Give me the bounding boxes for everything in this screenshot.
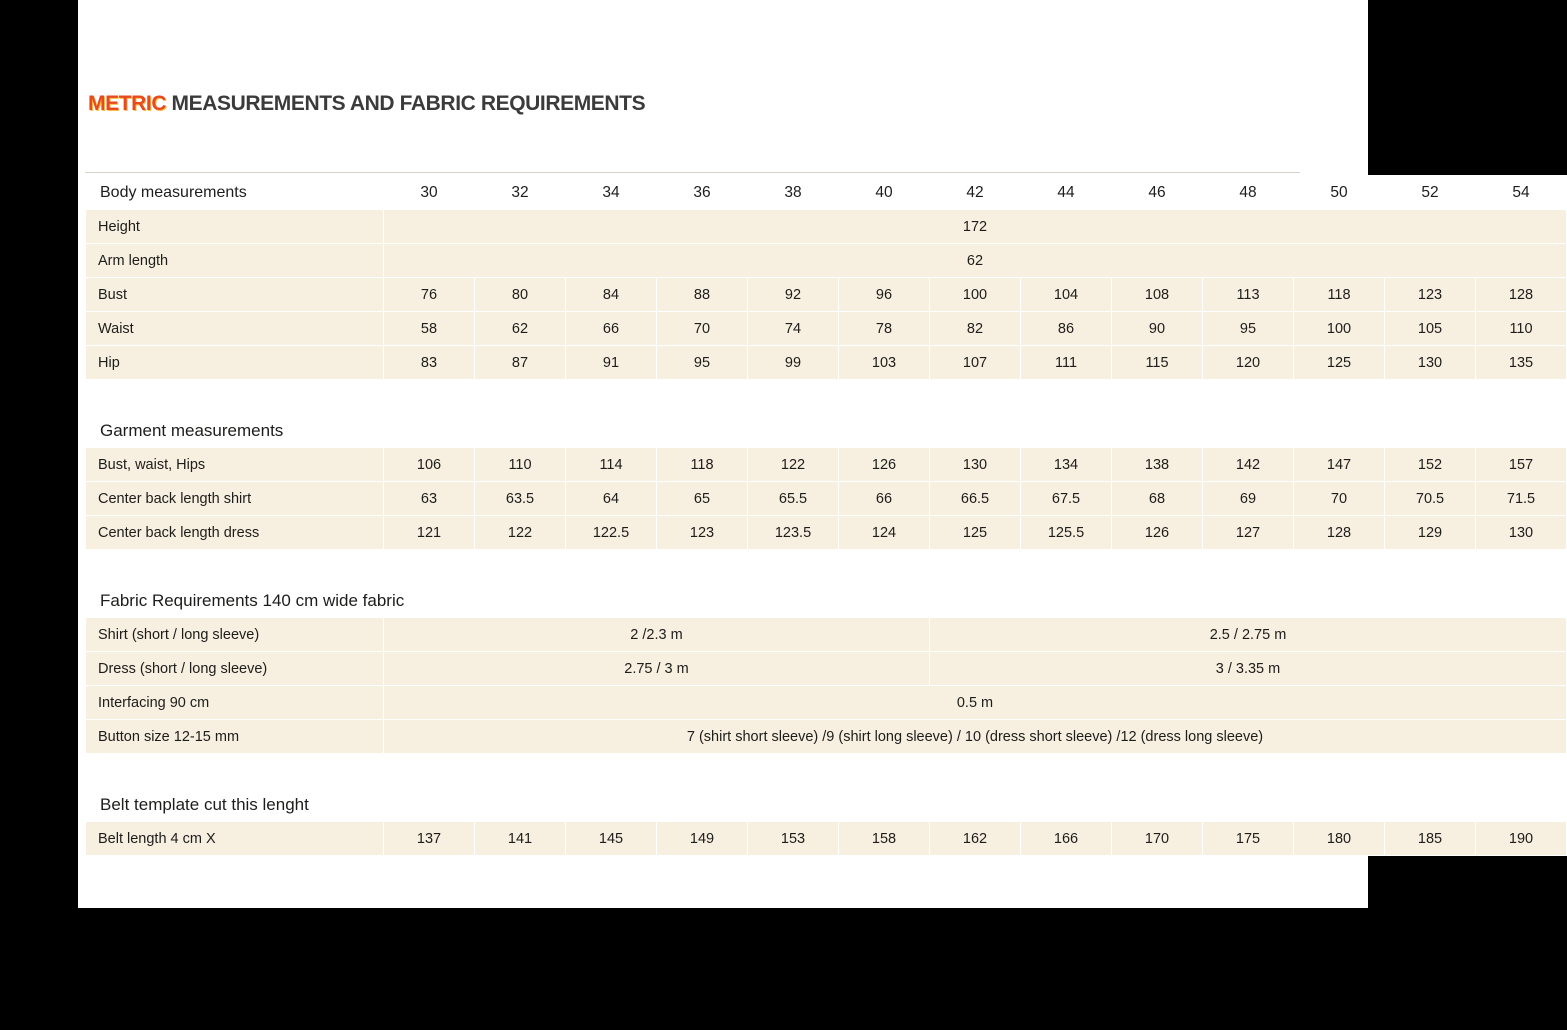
cell-center-back-length-dress-48: 127 (1203, 516, 1294, 550)
size-header-50: 50 (1294, 176, 1385, 210)
cell-center-back-length-dress-40: 124 (839, 516, 930, 550)
cell-center-back-length-shirt-52: 70.5 (1385, 482, 1476, 516)
cell-waist-54: 110 (1476, 312, 1567, 346)
cell-center-back-length-dress-52: 129 (1385, 516, 1476, 550)
section-header-row (86, 584, 1567, 618)
cell-hip-40: 103 (839, 346, 930, 380)
cell-center-back-length-dress-50: 128 (1294, 516, 1385, 550)
cell-center-back-length-dress-44: 125.5 (1021, 516, 1112, 550)
cell-center-back-length-dress-32: 122 (475, 516, 566, 550)
cell-center-back-length-shirt-40: 66 (839, 482, 930, 516)
size-header-40: 40 (839, 176, 930, 210)
cell-center-back-length-dress-30: 121 (384, 516, 475, 550)
row-label-shirt-short-long-sleeve: Shirt (short / long sleeve) (86, 618, 384, 652)
row-label-center-back-length-dress: Center back length dress (86, 516, 384, 550)
cell-bust-34: 84 (566, 278, 657, 312)
cell-hip-30: 83 (384, 346, 475, 380)
cell-belt-length-4-cm-x-30: 137 (384, 822, 475, 856)
cell-center-back-length-dress-42: 125 (930, 516, 1021, 550)
cell-bust-44: 104 (1021, 278, 1112, 312)
cell-bust-waist-hips-30: 106 (384, 448, 475, 482)
table-row (86, 312, 1567, 346)
row-label-hip: Hip (86, 346, 384, 380)
cell-waist-38: 74 (748, 312, 839, 346)
size-header-38: 38 (748, 176, 839, 210)
size-header-42: 42 (930, 176, 1021, 210)
cell-center-back-length-shirt-34: 64 (566, 482, 657, 516)
cell-center-back-length-dress-38: 123.5 (748, 516, 839, 550)
size-header-30: 30 (384, 176, 475, 210)
section-header-belt-template-cut-this-lenght: Belt template cut this lenght (86, 788, 1567, 822)
cell-bust-30: 76 (384, 278, 475, 312)
size-header-32: 32 (475, 176, 566, 210)
measurements-table-wrapper (85, 175, 1536, 856)
cell-hip-44: 111 (1021, 346, 1112, 380)
cell-bust-46: 108 (1112, 278, 1203, 312)
cell-hip-42: 107 (930, 346, 1021, 380)
cell-waist-50: 100 (1294, 312, 1385, 346)
row-label-dress-short-long-sleeve: Dress (short / long sleeve) (86, 652, 384, 686)
cell-waist-42: 82 (930, 312, 1021, 346)
row-label-height: Height (86, 210, 384, 244)
table-header-row (86, 176, 1567, 210)
cell-shirt-short-long-sleeve-right: 2.5 / 2.75 m (930, 618, 1567, 652)
spacer-cell (86, 550, 1567, 584)
cell-center-back-length-shirt-30: 63 (384, 482, 475, 516)
cell-waist-44: 86 (1021, 312, 1112, 346)
cell-hip-54: 135 (1476, 346, 1567, 380)
cell-center-back-length-shirt-38: 65.5 (748, 482, 839, 516)
spacer-cell (86, 380, 1567, 414)
cell-bust-waist-hips-52: 152 (1385, 448, 1476, 482)
cell-bust-waist-hips-50: 147 (1294, 448, 1385, 482)
cell-bust-waist-hips-38: 122 (748, 448, 839, 482)
cell-dress-short-long-sleeve-left: 2.75 / 3 m (384, 652, 930, 686)
cell-hip-36: 95 (657, 346, 748, 380)
cell-belt-length-4-cm-x-40: 158 (839, 822, 930, 856)
section-spacer (86, 550, 1567, 584)
cell-center-back-length-dress-46: 126 (1112, 516, 1203, 550)
table-row (86, 652, 1567, 686)
size-header-46: 46 (1112, 176, 1203, 210)
table-row (86, 210, 1567, 244)
section-header-row (86, 414, 1567, 448)
cell-belt-length-4-cm-x-32: 141 (475, 822, 566, 856)
cell-center-back-length-shirt-54: 71.5 (1476, 482, 1567, 516)
cell-belt-length-4-cm-x-48: 175 (1203, 822, 1294, 856)
cell-belt-length-4-cm-x-44: 166 (1021, 822, 1112, 856)
cell-center-back-length-shirt-44: 67.5 (1021, 482, 1112, 516)
table-row (86, 346, 1567, 380)
cell-bust-52: 123 (1385, 278, 1476, 312)
table-row (86, 686, 1567, 720)
cell-bust-waist-hips-34: 114 (566, 448, 657, 482)
row-label-belt-length-4-cm-x: Belt length 4 cm X (86, 822, 384, 856)
row-label-interfacing-90-cm: Interfacing 90 cm (86, 686, 384, 720)
cell-bust-42: 100 (930, 278, 1021, 312)
cell-waist-32: 62 (475, 312, 566, 346)
cell-belt-length-4-cm-x-38: 153 (748, 822, 839, 856)
section-header-body-measurements: Body measurements (86, 176, 384, 210)
section-header-fabric-requirements-140-cm-wide-fabric: Fabric Requirements 140 cm wide fabric (86, 584, 1567, 618)
measurements-table (85, 175, 1567, 856)
cell-hip-50: 125 (1294, 346, 1385, 380)
table-row (86, 448, 1567, 482)
cell-center-back-length-shirt-50: 70 (1294, 482, 1385, 516)
cell-hip-48: 120 (1203, 346, 1294, 380)
section-spacer (86, 380, 1567, 414)
cell-bust-waist-hips-46: 138 (1112, 448, 1203, 482)
size-header-44: 44 (1021, 176, 1112, 210)
cell-hip-46: 115 (1112, 346, 1203, 380)
cell-bust-waist-hips-32: 110 (475, 448, 566, 482)
cell-waist-36: 70 (657, 312, 748, 346)
page-title-highlight: METRIC (88, 92, 167, 115)
cell-belt-length-4-cm-x-34: 145 (566, 822, 657, 856)
cell-center-back-length-dress-36: 123 (657, 516, 748, 550)
document-page (78, 0, 1536, 908)
cell-center-back-length-shirt-36: 65 (657, 482, 748, 516)
cell-belt-length-4-cm-x-54: 190 (1476, 822, 1567, 856)
cell-button-size-12-15-mm-all: 7 (shirt short sleeve) /9 (shirt long sleeve) / 10 (dress short sleeve) /12 (dress long sleeve) (384, 720, 1567, 754)
cell-bust-50: 118 (1294, 278, 1385, 312)
cell-bust-40: 96 (839, 278, 930, 312)
row-label-bust: Bust (86, 278, 384, 312)
table-row (86, 278, 1567, 312)
size-header-52: 52 (1385, 176, 1476, 210)
cell-belt-length-4-cm-x-36: 149 (657, 822, 748, 856)
cell-hip-38: 99 (748, 346, 839, 380)
cell-belt-length-4-cm-x-42: 162 (930, 822, 1021, 856)
cell-bust-38: 92 (748, 278, 839, 312)
cell-waist-40: 78 (839, 312, 930, 346)
cell-hip-52: 130 (1385, 346, 1476, 380)
cell-waist-52: 105 (1385, 312, 1476, 346)
table-top-divider (85, 172, 1300, 173)
spacer-cell (86, 754, 1567, 788)
cell-hip-34: 91 (566, 346, 657, 380)
row-label-arm-length: Arm length (86, 244, 384, 278)
cell-bust-waist-hips-40: 126 (839, 448, 930, 482)
cell-bust-54: 128 (1476, 278, 1567, 312)
cell-bust-32: 80 (475, 278, 566, 312)
table-row (86, 618, 1567, 652)
row-label-button-size-12-15-mm: Button size 12-15 mm (86, 720, 384, 754)
cell-bust-waist-hips-42: 130 (930, 448, 1021, 482)
cell-waist-30: 58 (384, 312, 475, 346)
cell-waist-48: 95 (1203, 312, 1294, 346)
page-title (88, 92, 645, 116)
cell-shirt-short-long-sleeve-left: 2 /2.3 m (384, 618, 930, 652)
table-row (86, 516, 1567, 550)
cell-center-back-length-shirt-48: 69 (1203, 482, 1294, 516)
table-row (86, 720, 1567, 754)
cell-bust-36: 88 (657, 278, 748, 312)
row-label-bust-waist-hips: Bust, waist, Hips (86, 448, 384, 482)
cell-bust-waist-hips-54: 157 (1476, 448, 1567, 482)
cell-bust-waist-hips-36: 118 (657, 448, 748, 482)
table-row (86, 244, 1567, 278)
cell-bust-48: 113 (1203, 278, 1294, 312)
cell-center-back-length-shirt-46: 68 (1112, 482, 1203, 516)
row-label-waist: Waist (86, 312, 384, 346)
size-header-34: 34 (566, 176, 657, 210)
cell-interfacing-90-cm-all: 0.5 m (384, 686, 1567, 720)
cell-center-back-length-shirt-42: 66.5 (930, 482, 1021, 516)
cell-hip-32: 87 (475, 346, 566, 380)
size-header-54: 54 (1476, 176, 1567, 210)
size-header-36: 36 (657, 176, 748, 210)
cell-dress-short-long-sleeve-right: 3 / 3.35 m (930, 652, 1567, 686)
table-row (86, 822, 1567, 856)
cell-waist-46: 90 (1112, 312, 1203, 346)
cell-center-back-length-dress-34: 122.5 (566, 516, 657, 550)
cell-center-back-length-dress-54: 130 (1476, 516, 1567, 550)
section-header-row (86, 788, 1567, 822)
section-spacer (86, 754, 1567, 788)
cell-belt-length-4-cm-x-50: 180 (1294, 822, 1385, 856)
cell-arm-length-all: 62 (384, 244, 1567, 278)
cell-belt-length-4-cm-x-52: 185 (1385, 822, 1476, 856)
section-header-garment-measurements: Garment measurements (86, 414, 1567, 448)
table-row (86, 482, 1567, 516)
cell-bust-waist-hips-44: 134 (1021, 448, 1112, 482)
cell-height-all: 172 (384, 210, 1567, 244)
cell-bust-waist-hips-48: 142 (1203, 448, 1294, 482)
page-title-rest: MEASUREMENTS AND FABRIC REQUIREMENTS (166, 92, 646, 115)
size-header-48: 48 (1203, 176, 1294, 210)
row-label-center-back-length-shirt: Center back length shirt (86, 482, 384, 516)
cell-waist-34: 66 (566, 312, 657, 346)
cell-belt-length-4-cm-x-46: 170 (1112, 822, 1203, 856)
cell-center-back-length-shirt-32: 63.5 (475, 482, 566, 516)
